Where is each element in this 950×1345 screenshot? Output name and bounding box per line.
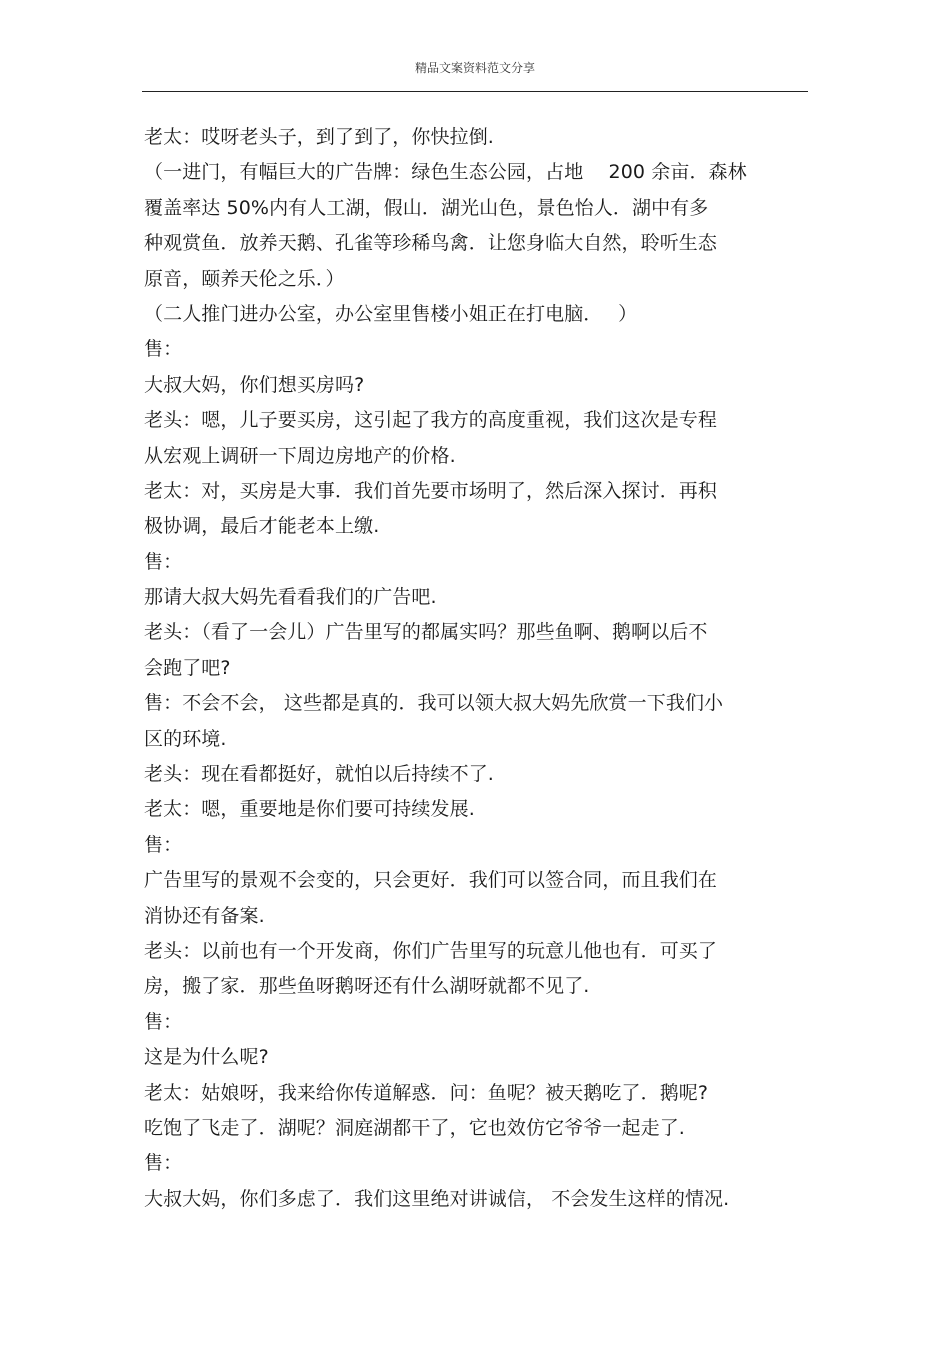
text-line: （二人推门进办公室，办公室里售楼小姐正在打电脑． ） [144,302,638,325]
text-line: 消协还有备案. [144,904,265,927]
text-line: 售：不会不会， 这些都是真的．我可以领大叔大妈先欣赏一下我们小 [144,692,724,715]
text-line: 售： [144,833,183,856]
text-line: 吃饱了飞走了．湖呢？洞庭湖都干了，它也效仿它爷爷一起走了. [144,1116,685,1139]
text-line: 售： [144,1152,183,1175]
text-line: 老头：嗯，儿子要买房，这引起了我方的高度重视，我们这次是专程 [144,409,718,432]
text-line: 从宏观上调研一下周边房地产的价格. [144,444,456,467]
text-line: 大叔大妈，你们想买房吗? [144,373,365,396]
text-line: 老太：哎呀老头子，到了到了，你快拉倒. [144,126,494,148]
text-line: 区的环境. [144,727,227,750]
header-divider [142,91,808,92]
text-line: 售： [144,550,183,573]
text-line: （一进门，有幅巨大的广告牌：绿色生态公园，占地 200 余亩．森林 [144,161,747,184]
text-line: 售： [144,1010,183,1033]
text-line: 房，搬了家．那些鱼呀鹅呀还有什么湖呀就都不见了. [144,975,590,998]
text-line: 老头：（看了一会儿）广告里写的都属实吗？那些鱼啊、鹅啊以后不 [144,621,708,644]
text-line: 老太：姑娘呀，我来给你传道解惑．问：鱼呢？被天鹅吃了．鹅呢? [144,1081,709,1104]
text-line: 老头：现在看都挺好，就怕以后持续不了. [144,763,494,786]
text-line: 极协调，最后才能老本上缴. [144,515,380,538]
text-line: 那请大叔大妈先看看我们的广告吧. [144,586,437,609]
text-line: 售： [144,338,183,361]
text-line: 老头：以前也有一个开发商，你们广告里写的玩意儿他也有．可买了 [144,939,718,962]
text-line: 这是为什么呢? [144,1046,269,1069]
text-line: 覆盖率达 50%内有人工湖，假山．湖光山色，景色怡人．湖中有多 [144,196,709,219]
text-line: 原音，颐养天伦之乐．） [144,267,345,290]
page-header: 精品文案资料范文分享 [414,61,535,75]
text-line: 会跑了吧? [144,656,231,679]
text-line: 老太：对，买房是大事．我们首先要市场明了，然后深入探讨．再积 [144,479,718,502]
text-line: 种观赏鱼．放养天鹅、孔雀等珍稀鸟禽．让您身临大自然，聆听生态 [144,232,718,255]
text-line: 老太：嗯，重要地是你们要可持续发展. [144,798,475,821]
document-body [144,120,808,1217]
text-line: 广告里写的景观不会变的，只会更好．我们可以签合同，而且我们在 [144,869,718,892]
text-line: 大叔大妈，你们多虑了．我们这里绝对讲诚信， 不会发生这样的情况. [144,1187,730,1210]
